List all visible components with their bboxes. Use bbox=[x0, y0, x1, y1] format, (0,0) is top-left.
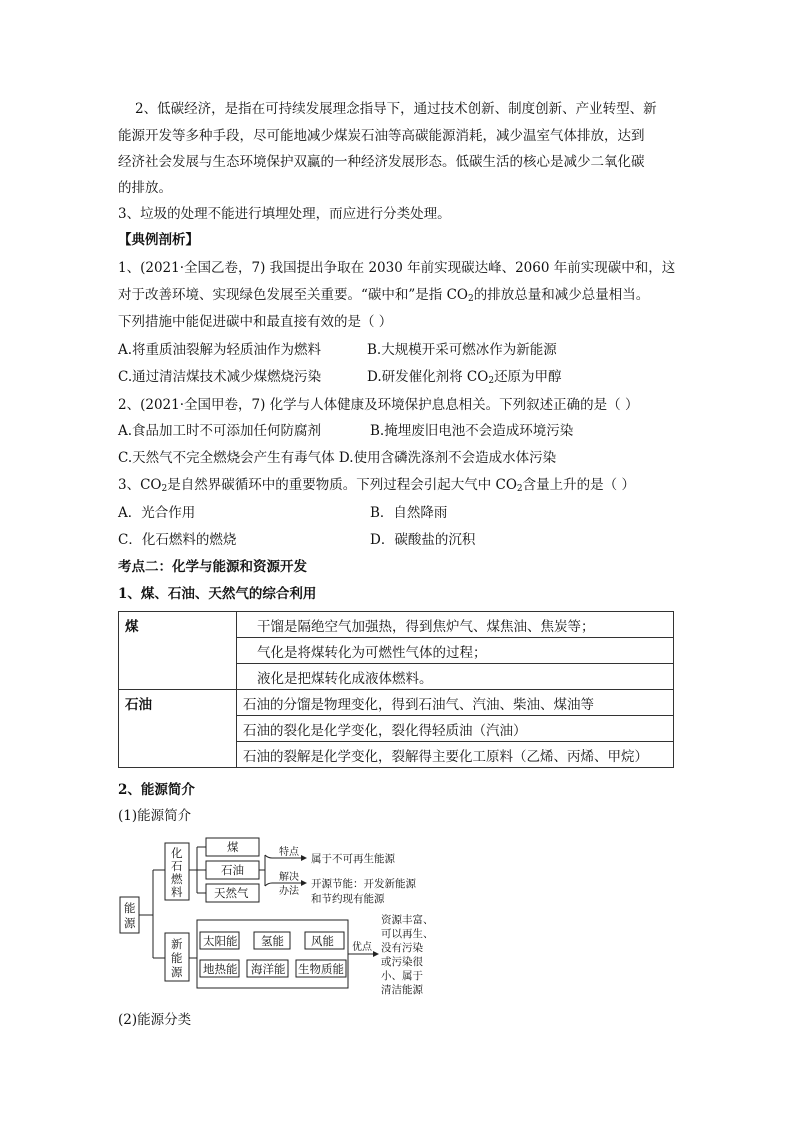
adv-label: 优点 bbox=[352, 942, 372, 953]
q3-option-d: D．碳酸盐的沉积 bbox=[370, 532, 476, 548]
feature-label: 特点 bbox=[279, 847, 299, 858]
oil-row-2: 石油的裂化是化学变化，裂化得轻质油（汽油） bbox=[237, 716, 674, 742]
q3-stem-sub2: 2 bbox=[516, 484, 523, 494]
q1-stem-1: 1、(2021·全国乙卷，7) 我国提出争取在 2030 年前实现碳达峰、2060 年前实现碳中和，这 bbox=[118, 260, 676, 276]
solve-text-1: 开源节能：开发新能源 bbox=[311, 878, 416, 890]
solve-label-1: 解决 bbox=[279, 872, 299, 883]
solve-text-2: 和节约现有能源 bbox=[311, 893, 385, 905]
root-char-1: 能 bbox=[124, 901, 136, 915]
new-char-3: 源 bbox=[171, 965, 183, 979]
para-low-carbon-1: 2、低碳经济，是指在可持续发展理念指导下，通过技术创新、制度创新、产业转型、新 bbox=[135, 101, 657, 117]
q1-option-c: C.通过清洁煤技术减少煤燃烧污染 bbox=[118, 369, 322, 385]
oil-row-1: 石油的分馏是物理变化，得到石油气、汽油、柴油、煤油等 bbox=[237, 690, 674, 716]
fossil-char-1: 化 bbox=[171, 846, 183, 860]
adv-text-5: 小、属于 bbox=[381, 970, 423, 982]
section-typical-heading: 【典例剖析】 bbox=[118, 232, 199, 248]
adv-text-2: 可以再生、 bbox=[381, 928, 434, 940]
gas-text: 天然气 bbox=[214, 886, 249, 900]
para-low-carbon-4: 的排放。 bbox=[118, 180, 172, 196]
oil-text: 石油 bbox=[221, 863, 244, 877]
adv-text-4: 或污染很 bbox=[381, 956, 423, 968]
q3-option-a: A．光合作用 bbox=[118, 505, 196, 521]
ocean-text: 海洋能 bbox=[251, 962, 286, 976]
sub2-1-heading: (1)能源简介 bbox=[118, 808, 192, 824]
biomass-text: 生物质能 bbox=[298, 962, 344, 976]
q2-option-cd: C.天然气不完全燃烧会产生有毒气体 D.使用含磷洗涤剂不会造成水体污染 bbox=[118, 450, 557, 466]
adv-text-6: 清洁能源 bbox=[381, 984, 423, 996]
q3-stem-sub1: 2 bbox=[161, 484, 168, 494]
coal-row-3: 液化是把煤转化成液体燃料。 bbox=[237, 664, 674, 690]
q1-stem-2b: 的排放总量和减少总量相当。 bbox=[473, 287, 650, 303]
solve-label-2: 办法 bbox=[279, 886, 299, 897]
q1-option-d-pre: D.研发催化剂将 CO bbox=[367, 369, 489, 385]
hydrogen-text: 氢能 bbox=[261, 934, 284, 948]
q3-option-b: B．自然降雨 bbox=[370, 505, 448, 521]
kaodian2-heading: 考点二：化学与能源和资源开发 bbox=[118, 559, 307, 575]
adv-text-3: 没有污染 bbox=[381, 942, 423, 954]
root-char-2: 源 bbox=[124, 916, 136, 930]
sub1-heading: 1、煤、石油、天然气的综合利用 bbox=[118, 586, 317, 602]
fossil-char-4: 料 bbox=[171, 885, 183, 899]
coal-row-2: 气化是将煤转化为可燃性气体的过程； bbox=[237, 638, 674, 664]
new-energy-container bbox=[197, 920, 348, 988]
feature-text: 属于不可再生能源 bbox=[311, 853, 395, 865]
para-low-carbon-3: 经济社会发展与生态环境保护双赢的一种经济发展形态。低碳生活的核心是减少二氧化碳 bbox=[118, 154, 645, 170]
fossil-char-3: 燃 bbox=[171, 872, 183, 886]
coal-text: 煤 bbox=[227, 840, 239, 854]
wind-text: 风能 bbox=[311, 934, 334, 948]
para-low-carbon-2: 能源开发等多种手段，尽可能地减少煤炭石油等高碳能源消耗，减少温室气体排放，达到 bbox=[118, 128, 645, 144]
q3-stem-b: 是自然界碳循环中的重要物质。下列过程会引起大气中 CO bbox=[167, 477, 517, 493]
q2-stem: 2、(2021·全国甲卷，7) 化学与人体健康及环境保护息息相关。下列叙述正确的是（ ） bbox=[118, 397, 639, 413]
oil-row-3: 石油的裂解是化学变化，裂解得主要化工原料（乙烯、丙烯、甲烷） bbox=[237, 742, 674, 768]
oil-label: 石油 bbox=[119, 690, 237, 768]
sub2-heading: 2、能源简介 bbox=[118, 782, 195, 798]
solar-text: 太阳能 bbox=[203, 934, 238, 948]
q3-stem-c: 含量上升的是（ ） bbox=[522, 477, 635, 493]
q2-option-a: A.食品加工时不可添加任何防腐剂 bbox=[118, 423, 322, 439]
fossil-char-2: 石 bbox=[171, 859, 183, 873]
adv-text-1: 资源丰富、 bbox=[381, 914, 434, 926]
q1-option-a: A.将重质油裂解为轻质油作为燃料 bbox=[118, 342, 322, 358]
new-char-1: 新 bbox=[171, 937, 183, 951]
coal-row-1: 干馏是隔绝空气加强热，得到焦炉气、煤焦油、焦炭等； bbox=[237, 612, 674, 638]
new-char-2: 能 bbox=[171, 951, 183, 965]
q1-stem-2a: 对于改善环境、实现绿色发展至关重要。“碳中和”是指 CO bbox=[118, 287, 468, 303]
q3-option-c: C．化石燃料的燃烧 bbox=[118, 532, 237, 548]
q1-stem-2-sub: 2 bbox=[468, 294, 474, 304]
q2-option-b: B.掩埋废旧电池不会造成环境污染 bbox=[370, 423, 574, 439]
sub2-2-heading: (2)能源分类 bbox=[118, 1012, 192, 1028]
q1-stem-3: 下列措施中能促进碳中和最直接有效的是（ ） bbox=[118, 314, 393, 330]
q1-option-b: B.大规模开采可燃冰作为新能源 bbox=[367, 342, 557, 358]
geothermal-text: 地热能 bbox=[203, 962, 238, 976]
q1-option-d-post: 还原为甲醇 bbox=[494, 369, 562, 385]
q1-option-d-sub: 2 bbox=[488, 376, 495, 386]
coal-label: 煤 bbox=[119, 612, 237, 690]
q3-stem-a: 3、CO bbox=[118, 477, 162, 493]
para-garbage: 3、垃圾的处理不能进行填埋处理，而应进行分类处理。 bbox=[118, 206, 451, 222]
